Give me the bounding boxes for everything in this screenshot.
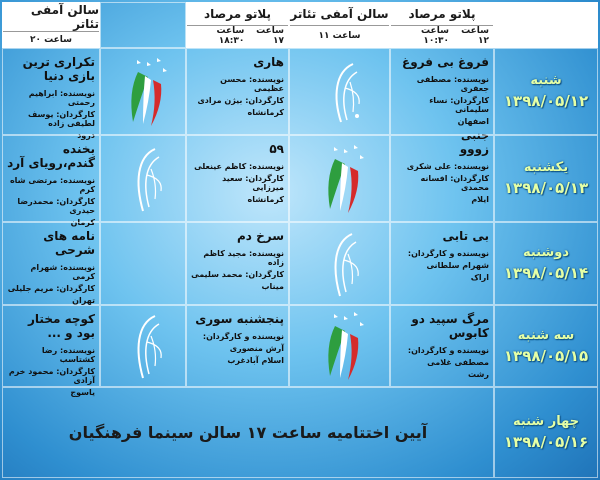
show-title: بی تابی [442,229,489,243]
day-date: ۱۳۹۸/۰۵/۱۳ [503,179,589,197]
show-line: نویسنده: علی شکری [406,162,489,171]
day-date: ۱۳۹۸/۰۵/۱۴ [503,264,589,282]
venue-time: ساعت ۲۰ [29,34,73,45]
show-cell [2,48,100,140]
show-title: فروغ بی فروغ [402,55,489,69]
festival-logo-icon [295,52,385,132]
show-cell [2,305,100,397]
show-line: ایلام [471,195,489,204]
show-line: نویسنده و کارگردان: [407,249,489,258]
venue-header-2 [289,2,390,48]
show-title: مرگ سپید دو کابوس [411,312,489,340]
venue-time: ساعت ۱۱ [318,31,361,42]
show-title: کوچه مختار بود و ... [28,312,95,340]
show-line: تهران [72,296,95,305]
venue-name: پلاتو مرصاد [391,3,493,26]
day-label [494,222,598,305]
show-line: آرش منصوری [229,344,284,353]
day-name: شنبه [530,73,562,88]
day-name: چهار شنبه [512,414,580,429]
header-spacer [100,2,186,48]
show-cell [186,135,289,222]
show-title: پنجشنبه سوری [195,312,284,326]
show-cell [390,48,494,142]
show-line: رشت [468,370,489,379]
closing-ceremony [2,387,494,478]
venue-time: ساعت ۱۲ [461,26,489,47]
show-title: زووو [459,142,489,156]
closing-ceremony-text: آیین اختتامیه ساعت ۱۷ سالن سینما فرهنگیان [68,423,428,442]
day-label [494,305,598,387]
flag-doves-icon [300,139,380,219]
show-line: کرمان [70,218,95,227]
show-line: کرمانشاه [247,108,284,117]
show-line: نویسنده: کاظم عینعلی [194,162,284,171]
venue-header-4 [2,2,100,48]
venue-header-3 [186,2,289,48]
venue-name: سالن آمفی تئاتر [3,3,99,32]
show-line: مصطفی غلامی [427,358,489,367]
show-line: کارگردان: نساء سلیمانی [429,96,489,114]
show-title: سرخ دم [236,229,284,243]
flag-doves-cell [289,305,390,387]
show-cell [390,305,494,387]
show-title: تکراری ترین بازی دنیا [22,55,95,83]
show-line: اسلام آبادغرب [227,356,284,365]
show-cell [390,222,494,305]
show-cell [186,222,289,305]
day-date: ۱۳۹۸/۰۵/۱۲ [503,92,589,110]
day-label [494,387,598,478]
festival-logo-cell [289,48,390,135]
show-title: هاری [253,55,284,69]
show-line: کرمانشاه [247,195,284,204]
show-line: کارگردان: افسانه محمدی [420,174,489,192]
show-line: نویسنده: شهرام کرمی [30,263,95,281]
festival-logo-cell [289,222,390,305]
header-corner [494,2,598,48]
empty-cell [100,222,186,305]
day-label [494,48,598,135]
show-line: کارگردان: بیژن مرادی [197,96,284,105]
venue-time: ساعت ۱۷ [256,26,284,47]
day-name: یکشنبه [523,160,569,175]
flag-doves-icon [103,52,183,132]
show-cell [2,135,100,227]
venue-header-1 [390,2,494,48]
festival-logo-icon [300,224,380,304]
show-title: نامه های شرحی [43,229,95,257]
flag-doves-icon [300,306,380,386]
show-line: یاسوج [70,388,95,397]
show-line: نویسنده و کارگردان: [202,332,284,341]
show-line: نویسنده و کارگردان: [407,346,489,355]
show-line: کارگردان: یوسف لطیفی زاده [28,110,95,128]
show-line: نویسنده: محسن عظیمی [220,75,284,93]
day-name: دوشنبه [522,245,570,260]
show-line: درود [77,131,95,140]
show-cell [186,48,289,135]
flag-doves-cell [100,48,186,135]
show-line: نویسنده: مجید کاظم زاده [203,249,284,267]
show-cell [2,222,100,305]
show-line: کارگردان: محمد سلیمی [191,270,284,279]
day-date: ۱۳۹۸/۰۵/۱۶ [503,433,589,451]
show-line: میناب [261,282,284,291]
day-name: سه شنبه [517,327,575,343]
show-line: جنبی [460,129,489,142]
show-line: نویسنده: رضا کشتاسب [41,346,95,364]
venue-name: سالن آمفی تئاتر [290,3,389,26]
festival-logo-cell [100,305,186,387]
venue-time: ساعت ۱۰:۳۰ [421,26,449,47]
show-title: بخنده گندم،رویای آرد [7,142,95,170]
show-cell [186,305,289,387]
show-line: نویسنده: مصطفی جعفری [416,75,489,93]
festival-logo-icon [103,308,183,384]
day-date: ۱۳۹۸/۰۵/۱۵ [503,346,589,365]
show-line: اصفهان [457,117,489,126]
show-line: نویسنده: ابراهیم رحمتی [28,89,95,107]
schedule-grid [2,2,598,478]
day-label [494,135,598,222]
show-cell [390,135,494,222]
venue-time: ساعت ۱۸:۳۰ [216,26,245,47]
show-line: کارگردان: مریم جلیلی [7,284,95,293]
venue-name: پلاتو مرصاد [187,3,288,26]
show-line: نویسنده: مرتضی شاه کرم [9,176,95,194]
show-line: کارگردان: سعید میرزایی [222,174,284,192]
show-title: ۵۹ [269,142,284,156]
flag-doves-cell [289,135,390,222]
show-line: کارگردان: محمدرضا حیدری [17,197,95,215]
show-line: کارگردان: محمود خرم آزادی [8,367,95,385]
festival-logo-icon [103,139,183,219]
show-line: اراک [470,273,489,282]
show-line: شهرام سلطانی [426,261,489,270]
festival-logo-cell [100,135,186,222]
